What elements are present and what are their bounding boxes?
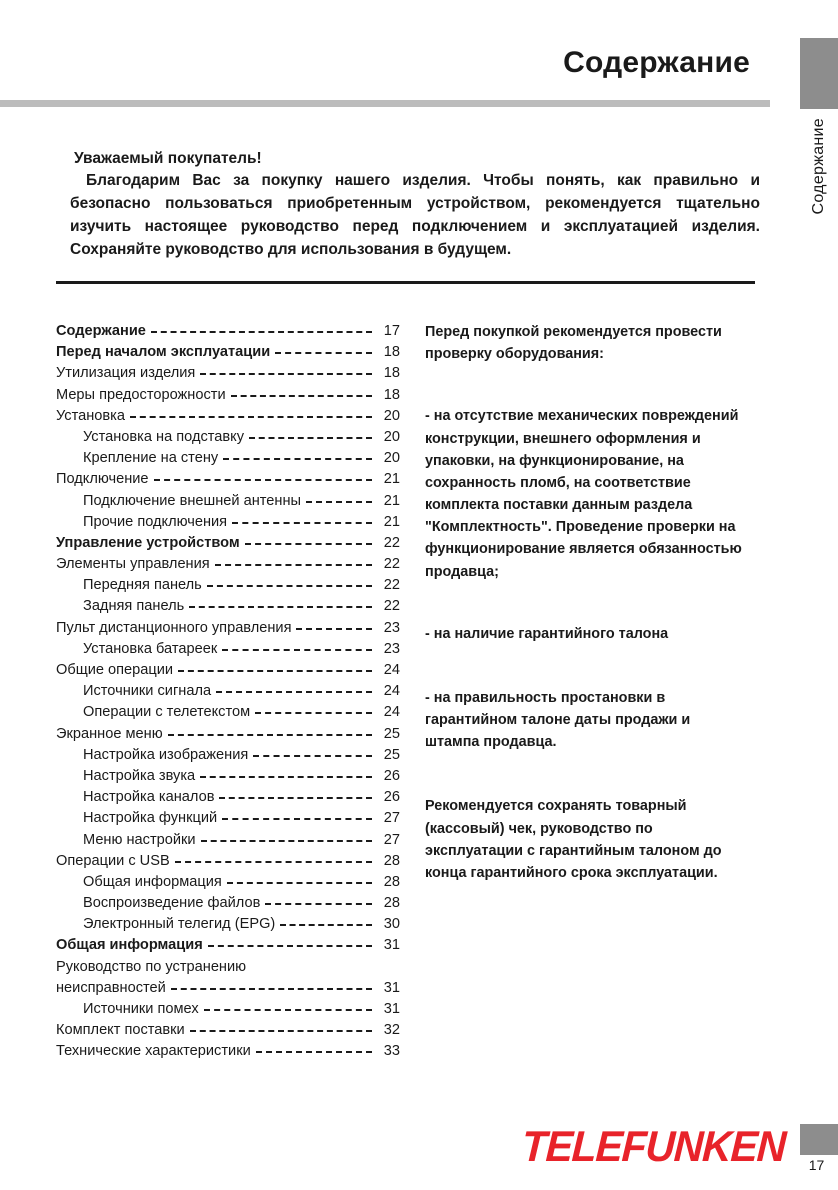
toc-entry-label: Операции с USB [56, 852, 170, 869]
toc-entry-page: 18 [383, 386, 400, 403]
toc-leader-dots [253, 747, 372, 759]
toc-entry[interactable] [56, 639, 400, 660]
toc-entry-page: 18 [383, 365, 400, 382]
side-tab-label-text: Содержание [810, 118, 827, 215]
toc-entry[interactable] [56, 787, 400, 808]
toc-entry-label: Технические характеристики [56, 1043, 251, 1060]
toc-entry-label: Установка батареек [83, 640, 218, 657]
notice-paragraph: Перед покупкой рекомендуется провести проверку оборудования: [425, 324, 722, 363]
toc-entry[interactable] [56, 935, 400, 956]
toc-entry[interactable] [56, 851, 400, 872]
header-divider [0, 100, 770, 107]
toc-entry[interactable] [56, 448, 400, 469]
toc-entry-label: Общая информация [56, 937, 203, 954]
toc-leader-dots [296, 620, 372, 632]
toc-leader-dots [231, 387, 372, 399]
toc-entry-page: 24 [383, 662, 400, 678]
page-title: Содержание [563, 46, 750, 79]
toc-entry-label: Общая информация [83, 873, 222, 890]
toc-entry[interactable] [56, 766, 400, 787]
toc-entry-page: 21 [383, 471, 400, 488]
toc-entry[interactable] [56, 427, 400, 448]
paragraph-spacer [425, 583, 745, 623]
toc-entry[interactable] [56, 872, 400, 893]
toc-entry-label: Передняя панель [83, 577, 202, 594]
toc-entry[interactable] [56, 681, 400, 702]
toc-leader-dots [200, 768, 372, 780]
toc-entry-page: 31 [383, 1001, 400, 1017]
intro-body: Благодарим Вас за покупку нашего изделия. Чтобы понять, как правильно и безопасно пользоваться приобретенным устройством, рекомендуется тщательно изучить настоящее руководство перед подключением и эксплуатацией изделия. Сохраняйте руководство для использования в будущем. [70, 172, 760, 258]
side-tab-marker [800, 38, 838, 109]
toc-leader-dots [280, 916, 372, 928]
toc-leader-dots [200, 365, 372, 377]
toc-entry-page: 22 [383, 577, 400, 594]
toc-entry-label: Воспроизведение файлов [83, 895, 261, 912]
toc-leader-dots [223, 450, 372, 462]
toc-entry-page: 31 [383, 937, 400, 954]
toc-entry-label: Подключение внешней антенны [83, 492, 302, 509]
toc-entry-label: Установка на подставку [83, 428, 245, 445]
toc-entry-page: 33 [383, 1043, 400, 1060]
toc-entry[interactable] [56, 533, 400, 554]
toc-entry-page: 27 [383, 831, 400, 848]
toc-entry[interactable] [56, 596, 400, 617]
notice-paragraph: - на правильность простановки в гарантийном талоне даты продажи и штампа продавца. [425, 689, 691, 751]
toc-entry[interactable] [56, 830, 400, 851]
toc-leader-dots [201, 832, 372, 844]
notice-paragraph: - на отсутствие механических повреждений конструкции, внешнего оформления и упаковки, на функционирование, на сохранность пломб, на соответствие комплекта поставки данным раздела "Комплектность". Проведение проверки на функционирование является обязанностью продавца; [425, 408, 742, 580]
toc-leader-dots [168, 726, 372, 738]
toc-leader-dots [255, 704, 372, 716]
toc-entry[interactable] [56, 321, 400, 342]
toc-leader-dots [189, 598, 372, 610]
toc-leader-dots [178, 662, 372, 674]
toc-entry-page: 26 [383, 767, 400, 784]
toc-entry-page: 24 [383, 683, 400, 700]
toc-entry[interactable] [56, 491, 400, 512]
toc-entry-label: Элементы управления [56, 556, 210, 573]
toc-entry-label: Пульт дистанционного управления [56, 619, 292, 636]
toc-leader-dots [171, 980, 372, 992]
toc-entry-label: Установка [56, 407, 125, 424]
toc-entry-page: 23 [383, 619, 400, 636]
toc-entry-label: Управление устройством [56, 534, 240, 551]
toc-entry-page: 31 [383, 979, 400, 996]
toc-entry[interactable] [56, 978, 400, 999]
intro-block [70, 148, 760, 262]
toc-entry-label: неисправностей [56, 979, 166, 996]
toc-entry[interactable] [56, 999, 400, 1020]
toc-leader-dots [207, 577, 372, 589]
toc-entry[interactable] [56, 342, 400, 363]
toc-entry-page: 28 [383, 895, 400, 912]
toc-entry[interactable] [56, 385, 400, 406]
toc-entry-page: 27 [383, 810, 400, 827]
toc-entry[interactable] [56, 702, 400, 723]
toc-leader-dots [222, 810, 372, 822]
toc-leader-dots [222, 641, 372, 653]
toc-entry-label: Подключение [56, 471, 149, 488]
toc-leader-dots [227, 874, 372, 886]
toc-entry-page: 21 [383, 492, 400, 509]
toc-entry[interactable] [56, 618, 400, 639]
toc-entry-page: 20 [383, 407, 400, 424]
toc-entry-page: 22 [383, 534, 400, 551]
toc-entry-label: Содержание [56, 323, 146, 339]
toc-entry[interactable] [56, 914, 400, 935]
toc-leader-dots [256, 1043, 372, 1055]
toc-entry-page: 17 [383, 323, 400, 339]
toc-entry-page: 22 [383, 598, 400, 615]
toc-leader-dots [232, 514, 372, 526]
toc-entry-page: 24 [383, 704, 400, 721]
toc-entry-label: Крепление на стену [83, 450, 219, 467]
toc-leader-dots [204, 1001, 372, 1013]
toc-entry[interactable] [56, 469, 400, 490]
toc-entry-label: Перед началом эксплуатации [56, 344, 271, 361]
toc-entry-label: Руководство по устранению [56, 958, 247, 975]
toc-leader-dots [216, 683, 372, 695]
toc-entry-label: Электронный телегид (EPG) [83, 916, 276, 933]
toc-entry-label: Общие операции [56, 662, 174, 678]
toc-entry-label: Прочие подключения [83, 513, 228, 530]
toc-entry[interactable] [56, 724, 400, 745]
toc-entry-label: Настройка функций [83, 810, 218, 827]
paragraph-spacer [425, 365, 745, 405]
toc-leader-dots [154, 471, 372, 483]
toc-leader-dots [208, 937, 372, 949]
side-tab-label [800, 118, 838, 278]
toc-entry-page: 26 [383, 789, 400, 806]
toc-entry-label: Настройка звука [83, 767, 196, 784]
toc-entry-label: Операции с телетекстом [83, 704, 251, 721]
toc-entry[interactable] [56, 1020, 400, 1041]
toc-entry[interactable] [56, 957, 400, 978]
toc-entry[interactable] [56, 406, 400, 427]
toc-leader-dots [215, 556, 372, 568]
notice-paragraph: Рекомендуется сохранять товарный (кассовый) чек, руководство по эксплуатации с гарантийным талоном до конца гарантийного срока эксплуатации. [425, 798, 722, 881]
toc-leader-dots [151, 323, 372, 335]
toc-entry-page: 25 [383, 746, 400, 763]
toc-entry[interactable] [56, 512, 400, 533]
footer-tab-marker [800, 1124, 838, 1155]
table-of-contents [56, 321, 400, 1063]
toc-entry-page: 32 [383, 1022, 400, 1039]
toc-entry-page: 25 [383, 725, 400, 742]
toc-entry[interactable] [56, 808, 400, 829]
toc-entry[interactable] [56, 745, 400, 766]
section-divider [56, 281, 755, 284]
toc-leader-dots [275, 344, 372, 356]
toc-entry[interactable] [56, 575, 400, 596]
toc-entry-label: Экранное меню [56, 725, 163, 742]
toc-entry[interactable] [56, 1041, 400, 1062]
toc-leader-dots [130, 408, 372, 420]
toc-entry-label: Настройка каналов [83, 789, 215, 806]
toc-entry-page: 21 [383, 513, 400, 530]
toc-entry-page: 20 [383, 450, 400, 467]
brand-logo: TELEFUNKEN [520, 1123, 787, 1171]
paragraph-spacer [425, 645, 745, 687]
toc-entry[interactable] [56, 893, 400, 914]
toc-entry-page: 20 [383, 428, 400, 445]
toc-leader-dots [265, 895, 372, 907]
intro-heading: Уважаемый покупатель! [74, 150, 262, 167]
toc-entry-label: Настройка изображения [83, 746, 249, 763]
notice-paragraph: - на наличие гарантийного талона [425, 625, 669, 642]
toc-leader-dots [251, 959, 372, 971]
purchase-check-notes [425, 321, 745, 884]
toc-entry[interactable] [56, 363, 400, 384]
toc-leader-dots [245, 535, 372, 547]
toc-entry-page: 28 [383, 852, 400, 869]
toc-entry-label: Комплект поставки [56, 1022, 185, 1039]
toc-entry[interactable] [56, 554, 400, 575]
toc-entry[interactable] [56, 660, 400, 681]
toc-entry-label: Меню настройки [83, 831, 196, 848]
toc-entry-page: 30 [383, 916, 400, 933]
toc-leader-dots [306, 493, 372, 505]
toc-entry-page: 28 [383, 873, 400, 890]
toc-entry-page: 18 [383, 344, 400, 361]
toc-entry-label: Утилизация изделия [56, 365, 196, 382]
toc-entry-page: 23 [383, 640, 400, 657]
toc-entry-label: Меры предосторожности [56, 386, 226, 403]
toc-leader-dots [175, 853, 372, 865]
paragraph-spacer [425, 753, 745, 795]
toc-entry-label: Источники сигнала [83, 683, 212, 700]
toc-leader-dots [249, 429, 372, 441]
toc-entry-label: Источники помех [83, 1001, 199, 1017]
toc-entry-page: 22 [383, 556, 400, 573]
toc-leader-dots [190, 1022, 372, 1034]
page-number: 17 [808, 1157, 825, 1173]
toc-entry-label: Задняя панель [83, 598, 185, 615]
toc-leader-dots [219, 789, 372, 801]
